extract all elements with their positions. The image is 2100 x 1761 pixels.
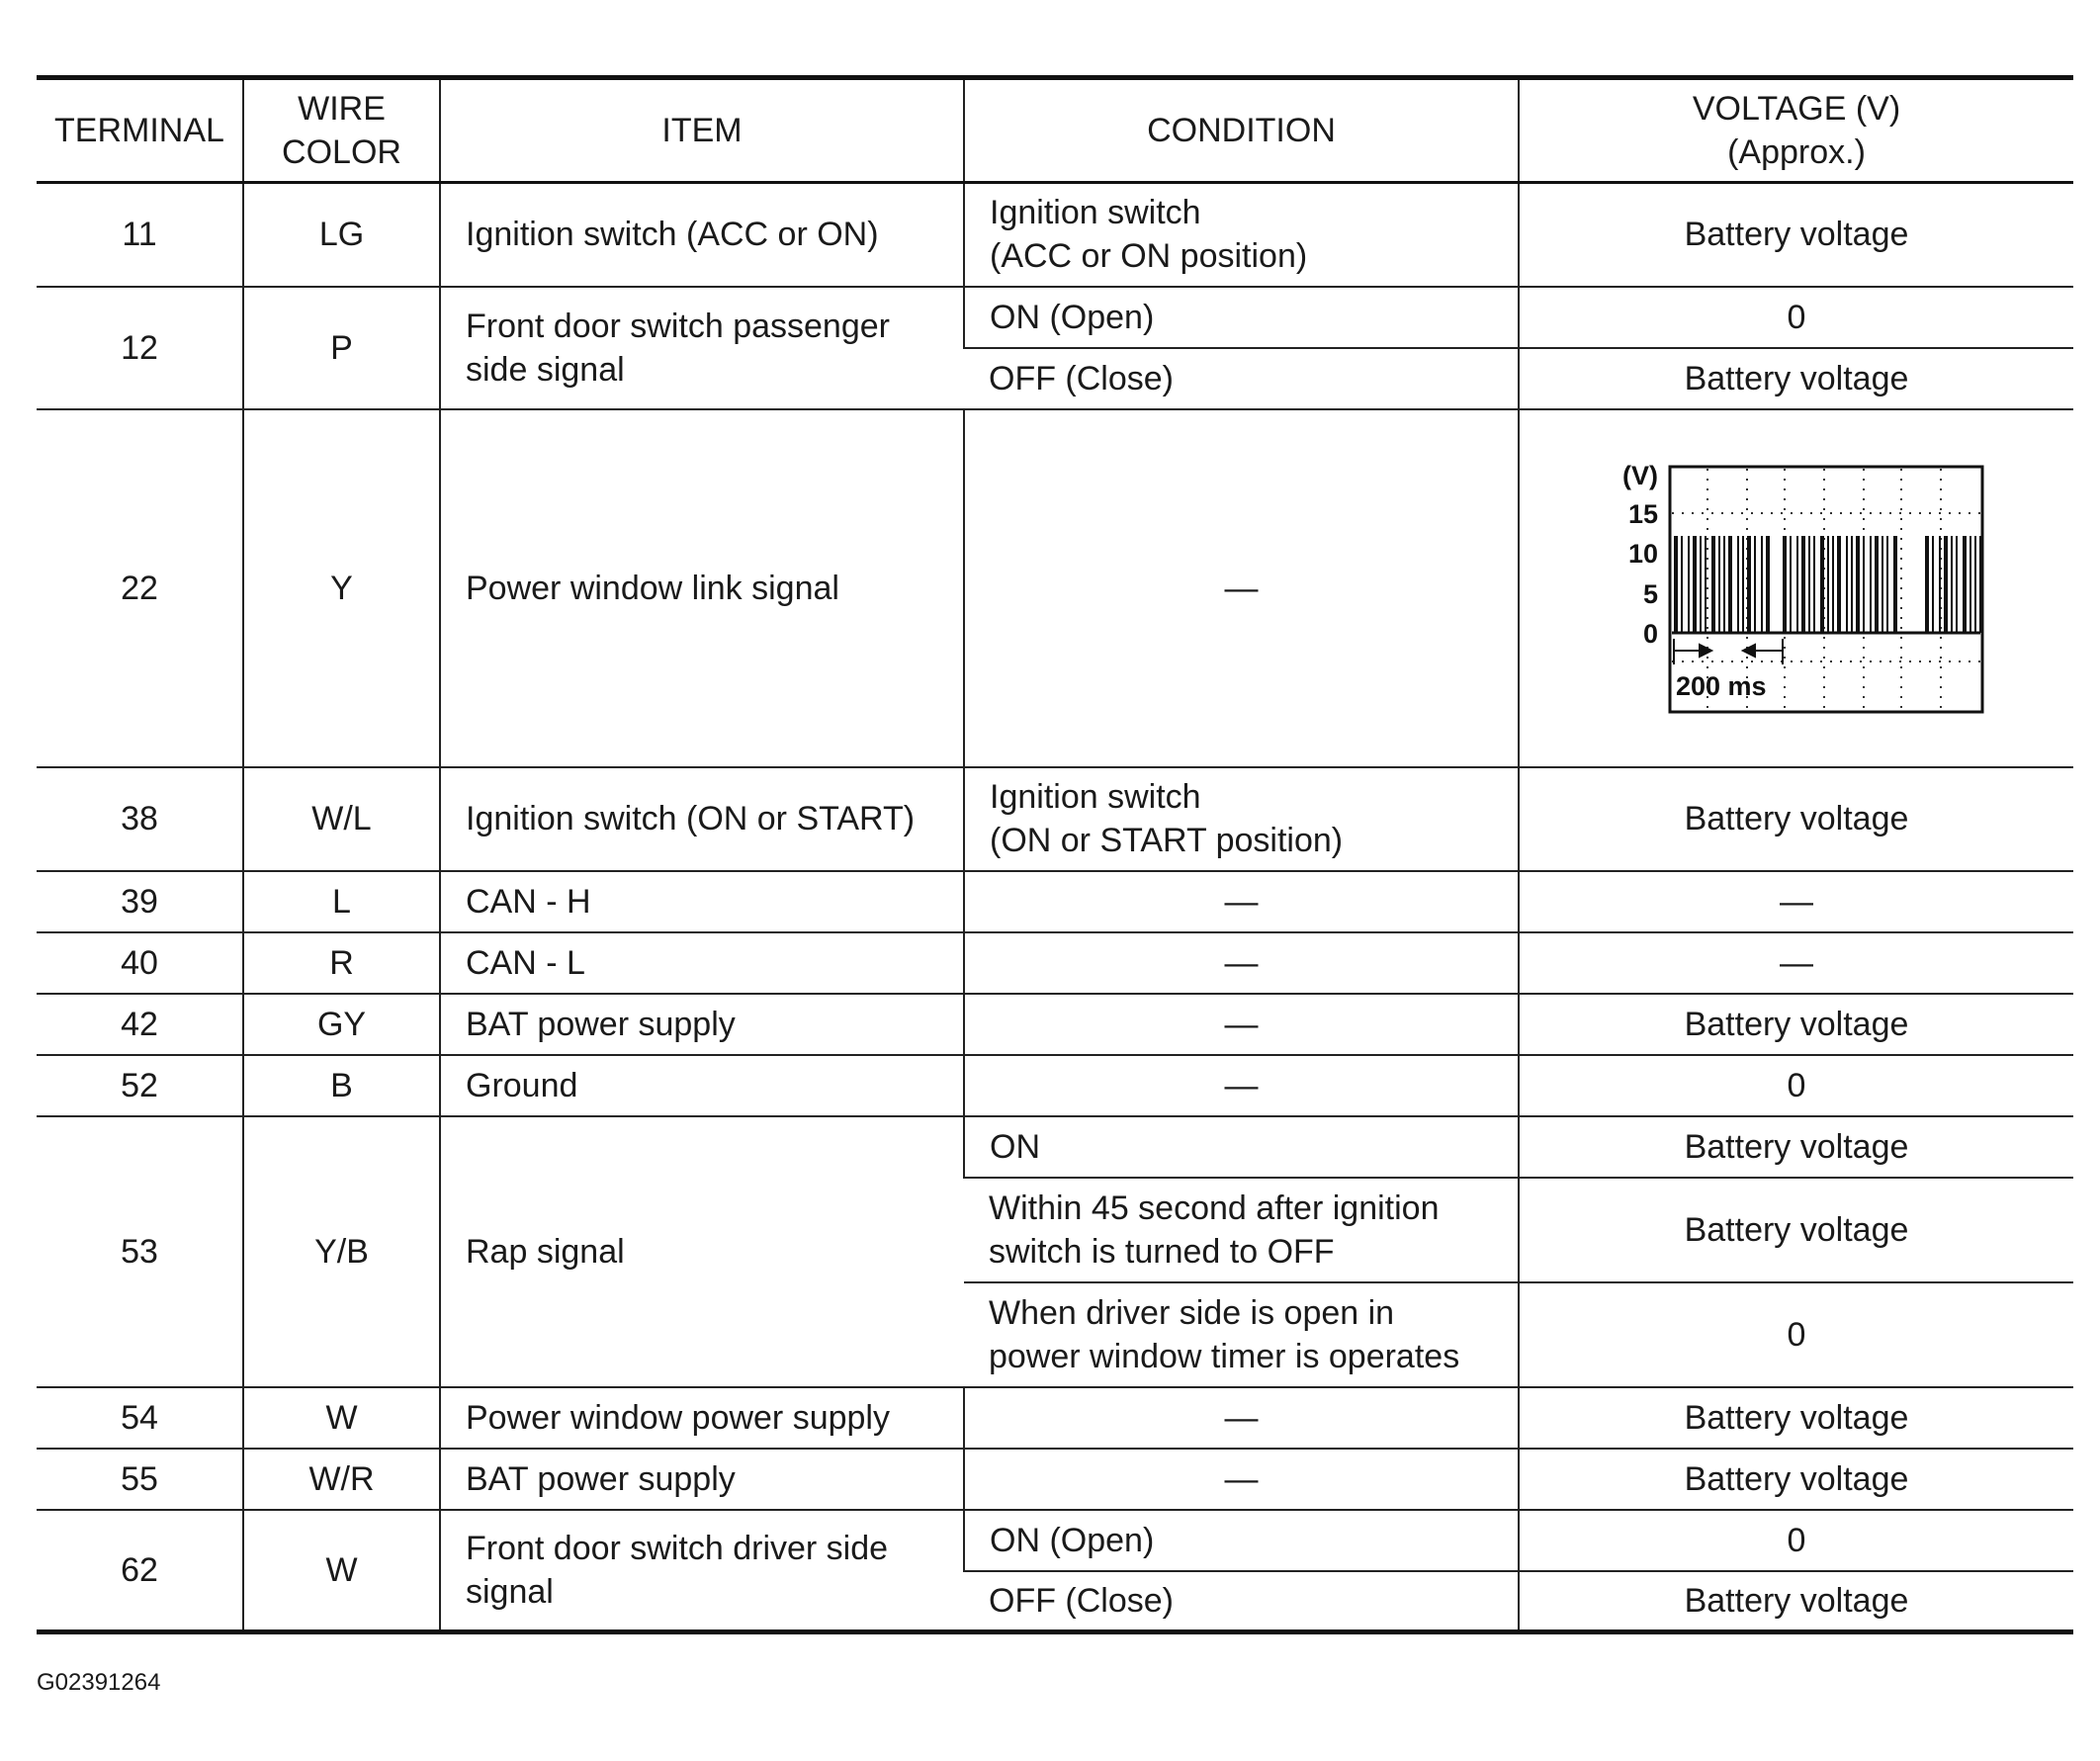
waveform-unit-label: (V) <box>1622 460 1658 490</box>
waveform-pulse <box>1796 536 1798 633</box>
waveform-pulse <box>1728 536 1732 633</box>
condition-cell: Ignition switch (ACC or ON position) <box>964 183 1519 287</box>
header-row <box>37 78 2073 183</box>
item-cell: BAT power supply <box>440 994 964 1055</box>
wire-color-cell: P <box>243 287 440 409</box>
terminal-cell: 55 <box>37 1449 243 1510</box>
wire-color-cell: W/L <box>243 767 440 871</box>
table-row <box>37 183 2073 287</box>
waveform-pulse <box>1681 536 1683 633</box>
waveform-pulse <box>1963 536 1967 633</box>
condition-cell: ON <box>964 1116 1519 1178</box>
item-cell: CAN - L <box>440 932 964 994</box>
voltage-cell: — <box>1519 932 2073 994</box>
waveform-pulse <box>1737 536 1739 633</box>
waveform-pulses <box>1674 536 1983 633</box>
waveform-pulse <box>1837 536 1841 633</box>
waveform-pulse <box>1754 536 1756 633</box>
item-cell: Power window link signal <box>440 409 964 767</box>
terminal-cell: 52 <box>37 1055 243 1116</box>
condition-cell: — <box>964 1055 1519 1116</box>
voltage-cell: 0 <box>1519 1055 2073 1116</box>
waveform-pulse <box>1863 536 1865 633</box>
waveform-pulse <box>1693 536 1697 633</box>
waveform-pulse <box>1700 536 1702 633</box>
condition-cell: — <box>964 1449 1519 1510</box>
condition-cell: — <box>964 994 1519 1055</box>
item-cell: Ground <box>440 1055 964 1116</box>
waveform-pulse <box>1944 536 1948 633</box>
voltage-cell: Battery voltage <box>1519 1116 2073 1178</box>
terminal-cell: 38 <box>37 767 243 871</box>
wire-color-cell: L <box>243 871 440 932</box>
header-terminal: TERMINAL <box>37 78 243 183</box>
table-row <box>37 409 2073 767</box>
waveform-pulse <box>1969 536 1971 633</box>
voltage-cell: Battery voltage <box>1519 1178 2073 1282</box>
item-cell: Front door switch driver side signal <box>440 1510 964 1632</box>
condition-cell: — <box>964 409 1519 767</box>
voltage-cell: 0 <box>1519 1282 2073 1387</box>
waveform-pulse <box>1705 536 1706 633</box>
terminal-table <box>37 75 2073 1634</box>
item-cell: CAN - H <box>440 871 964 932</box>
waveform-pulse <box>1766 536 1770 633</box>
waveform-pulse <box>1956 536 1958 633</box>
condition-cell: — <box>964 932 1519 994</box>
condition-cell: Within 45 second after ignition switch is turned to OFF <box>964 1178 1519 1282</box>
waveform-tick-label: 15 <box>1627 498 1658 529</box>
waveform-pulse <box>1881 536 1883 633</box>
voltage-cell: Battery voltage <box>1519 1387 2073 1449</box>
table-row <box>37 1055 2073 1116</box>
condition-cell: ON (Open) <box>964 1510 1519 1571</box>
waveform-pulse <box>1688 536 1690 633</box>
waveform-pulse <box>1711 536 1715 633</box>
table-row <box>37 871 2073 932</box>
waveform-pulse <box>1846 536 1848 633</box>
voltage-cell: Battery voltage <box>1519 183 2073 287</box>
waveform-pulse <box>1718 536 1720 633</box>
header-item: ITEM <box>440 78 964 183</box>
condition-cell: When driver side is open in power window timer is operates <box>964 1282 1519 1387</box>
wire-color-cell: B <box>243 1055 440 1116</box>
voltage-cell: Battery voltage <box>1519 348 2073 409</box>
waveform-pulse <box>1742 536 1744 633</box>
table-row <box>37 1387 2073 1449</box>
condition-cell: — <box>964 1387 1519 1449</box>
waveform-pulse <box>1827 536 1829 633</box>
condition-cell: OFF (Close) <box>964 348 1519 409</box>
waveform-pulse <box>1783 536 1787 633</box>
voltage-cell: Battery voltage <box>1519 994 2073 1055</box>
item-cell: Rap signal <box>440 1116 964 1387</box>
item-cell: BAT power supply <box>440 1449 964 1510</box>
condition-cell: — <box>964 871 1519 932</box>
wire-color-cell: W <box>243 1387 440 1449</box>
table-row <box>37 932 2073 994</box>
figure-code: G02391264 <box>37 1669 161 1696</box>
table-row <box>37 767 2073 871</box>
waveform-pulse <box>1813 536 1815 633</box>
waveform-pulse <box>1832 536 1834 633</box>
voltage-cell: Battery voltage <box>1519 1571 2073 1632</box>
waveform-pulse <box>1723 536 1725 633</box>
waveform-pulse <box>1979 536 1983 633</box>
waveform-pulse <box>1856 536 1860 633</box>
table-row <box>37 994 2073 1055</box>
waveform-tick-label: 5 <box>1642 578 1658 609</box>
voltage-cell: 0 <box>1519 287 2073 348</box>
terminal-cell: 39 <box>37 871 243 932</box>
wire-color-cell: GY <box>243 994 440 1055</box>
terminal-cell: 40 <box>37 932 243 994</box>
waveform-pulse <box>1886 536 1888 633</box>
item-cell: Ignition switch (ACC or ON) <box>440 183 964 287</box>
header-condition: CONDITION <box>964 78 1519 183</box>
wire-color-cell: Y <box>243 409 440 767</box>
table-row <box>37 1116 2073 1178</box>
waveform-pulse <box>1932 536 1934 633</box>
table-row <box>37 1510 2073 1571</box>
waveform-pulse <box>1974 536 1976 633</box>
waveform-pulse <box>1747 536 1751 633</box>
waveform-time-label: 200 ms <box>1676 670 1767 701</box>
terminal-cell: 12 <box>37 287 243 409</box>
waveform-pulse <box>1870 536 1872 633</box>
wire-color-cell: W <box>243 1510 440 1632</box>
header-wire-color: WIRE COLOR <box>243 78 440 183</box>
waveform-pulse <box>1674 536 1678 633</box>
voltage-cell: Battery voltage <box>1519 1449 2073 1510</box>
waveform-graph <box>1599 455 1994 722</box>
waveform-pulse <box>1801 536 1805 633</box>
condition-cell: OFF (Close) <box>964 1571 1519 1632</box>
waveform-pulse <box>1939 536 1941 633</box>
item-cell: Power window power supply <box>440 1387 964 1449</box>
waveform-pulse <box>1951 536 1953 633</box>
table-row <box>37 1449 2073 1510</box>
terminal-cell: 62 <box>37 1510 243 1632</box>
waveform-pulse <box>1761 536 1763 633</box>
item-cell: Front door switch passenger side signal <box>440 287 964 409</box>
item-cell: Ignition switch (ON or START) <box>440 767 964 871</box>
time-scale-marker <box>1674 639 1783 664</box>
waveform-pulse <box>1893 536 1897 633</box>
waveform-pulse <box>1875 536 1879 633</box>
waveform-tick-label: 10 <box>1627 538 1658 569</box>
voltage-cell: Battery voltage <box>1519 767 2073 871</box>
voltage-cell: — <box>1519 871 2073 932</box>
wire-color-cell: R <box>243 932 440 994</box>
condition-cell: Ignition switch (ON or START position) <box>964 767 1519 871</box>
waveform-pulse <box>1808 536 1810 633</box>
terminal-cell: 54 <box>37 1387 243 1449</box>
condition-cell: ON (Open) <box>964 287 1519 348</box>
terminal-cell: 53 <box>37 1116 243 1387</box>
wire-color-cell: W/R <box>243 1449 440 1510</box>
waveform-pulse <box>1790 536 1792 633</box>
wire-color-cell: LG <box>243 183 440 287</box>
header-voltage: VOLTAGE (V) (Approx.) <box>1519 78 2073 183</box>
wire-color-cell: Y/B <box>243 1116 440 1387</box>
voltage-waveform-cell <box>1519 409 2073 767</box>
voltage-cell: 0 <box>1519 1510 2073 1571</box>
terminal-cell: 42 <box>37 994 243 1055</box>
terminal-cell: 11 <box>37 183 243 287</box>
terminal-cell: 22 <box>37 409 243 767</box>
waveform-pulse <box>1925 536 1929 633</box>
waveform-tick-label: 0 <box>1642 618 1658 649</box>
waveform-pulse <box>1851 536 1853 633</box>
waveform-pulse <box>1820 536 1824 633</box>
table-row <box>37 287 2073 348</box>
